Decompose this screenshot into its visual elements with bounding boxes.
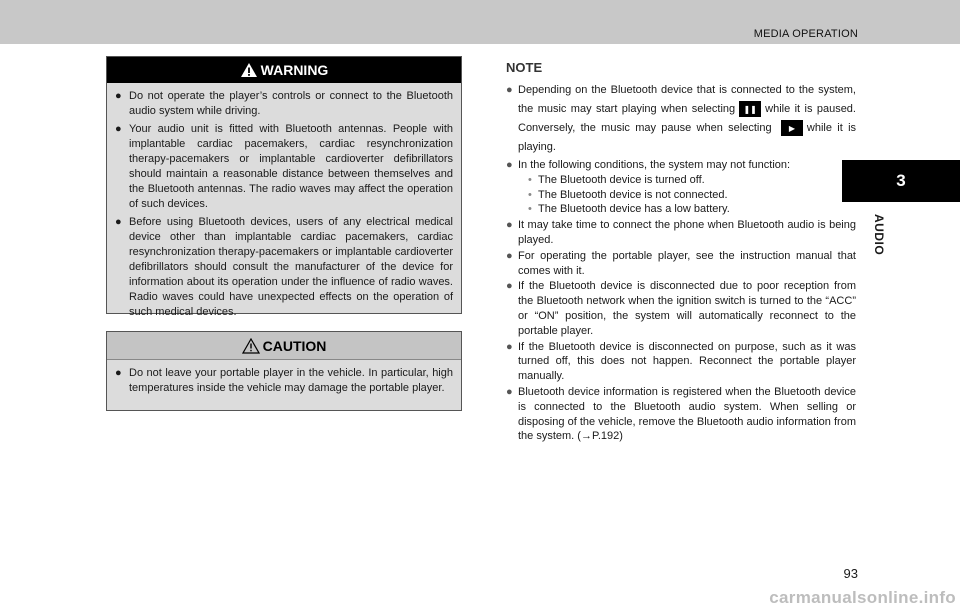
bullet-icon: ● [506,385,513,398]
note-title: NOTE [506,60,543,75]
caution-box [106,331,462,411]
bullet-icon: ● [115,90,122,102]
pause-icon: ❚❚ [739,101,761,117]
list-item: ● For operating the portable player, see the instruction manual that comes with it. [506,249,856,277]
chapter-tab [842,160,960,202]
bullet-icon: ● [115,367,122,379]
sub-list-item: • The Bluetooth device is turned off. [528,173,705,186]
warning-list [107,83,461,320]
caution-header [107,332,461,360]
warning-header [107,57,461,83]
list-item: ● Before using Bluetooth devices, users of any electrical medical device other than implantable cardiac pacemakers, cardiac resynchronization therapy-pacemakers or implantable cardioverter defibrillators should consult the manufacturer of the device for information about its operation under the influence of radio waves. Radio waves could have unexpected effects on the operation of such medical devices. [115,216,453,318]
bullet-icon: ● [506,249,513,262]
bullet-icon: ● [506,219,513,232]
sub-list-item: • The Bluetooth device has a low battery. [528,203,730,216]
section-title: MEDIA OPERATION [753,28,858,40]
list-item: ● If the Bluetooth device is disconnected on purpose, such as it was turned off, this does not happen. Reconnect the portable player manually. [506,340,856,383]
caution-icon [242,338,260,354]
sub-bullet-icon: • [528,173,532,186]
list-item: ● Your audio unit is fitted with Bluetooth antennas. People with implantable cardiac pacemakers, cardiac resynchronization therapy-pacemakers or implantable cardioverter defibrillators should maintain a reasonable distance between themselves and the Bluetooth antennas. The radio waves may affect the operation of such devices. [115,123,453,210]
warning-box [106,56,462,318]
list-item: ● Depending on the Bluetooth device that is connected to the system, the music may start playing when selecting ❚❚ while it is paused. Conversely, the music may pause when selecting ▶ while it is playing. [506,81,856,157]
note-list [506,81,856,444]
page-number: 93 [843,566,858,581]
sub-bullet-icon: • [528,188,532,201]
caution-title: CAUTION [262,337,327,354]
bullet-icon: ● [506,340,513,353]
chapter-label [866,214,886,274]
list-item: ● Bluetooth device information is registered when the Bluetooth device is connected to the Bluetooth audio system. When selling or disposing of the vehicle, remove the Bluetooth audio information from the system. (→P.192) [506,385,856,443]
bullet-icon: ● [115,123,122,135]
chapter-number: 3 [896,171,906,190]
watermark: carmanualsonline.info [769,588,956,607]
list-item: ● It may take time to connect the phone when Bluetooth audio is being played. [506,219,856,246]
caution-list [107,360,461,396]
chapter-label-text: AUDIO [872,214,886,256]
bullet-icon: ● [115,216,122,228]
list-item: ● Do not leave your portable player in the vehicle. In particular, high temperatures inside the vehicle may damage the portable player. [115,367,453,394]
bullet-icon: ● [506,84,513,96]
list-item: ● Do not operate the player’s controls or connect to the Bluetooth audio system while driving. [115,90,453,117]
sub-list [518,173,856,217]
bullet-icon: ● [506,159,513,171]
list-item: ● In the following conditions, the system may not function: • The Bluetooth device is turned off. • The Bluetooth device is not connected. • The Bluetooth device has a low battery. [506,158,856,217]
bullet-icon: ● [506,280,513,293]
sub-list-item: • The Bluetooth device is not connected. [528,188,728,201]
sub-bullet-icon: • [528,203,532,216]
warning-icon [240,62,258,78]
list-item: ● If the Bluetooth device is disconnected due to poor reception from the Bluetooth network when the ignition switch is turned to the “ACC” or “ON” position, the system will automatically reconnect to the portable player. [506,280,856,337]
note-section [506,60,856,445]
play-icon: ▶ [781,120,803,136]
warning-title: WARNING [260,62,329,78]
